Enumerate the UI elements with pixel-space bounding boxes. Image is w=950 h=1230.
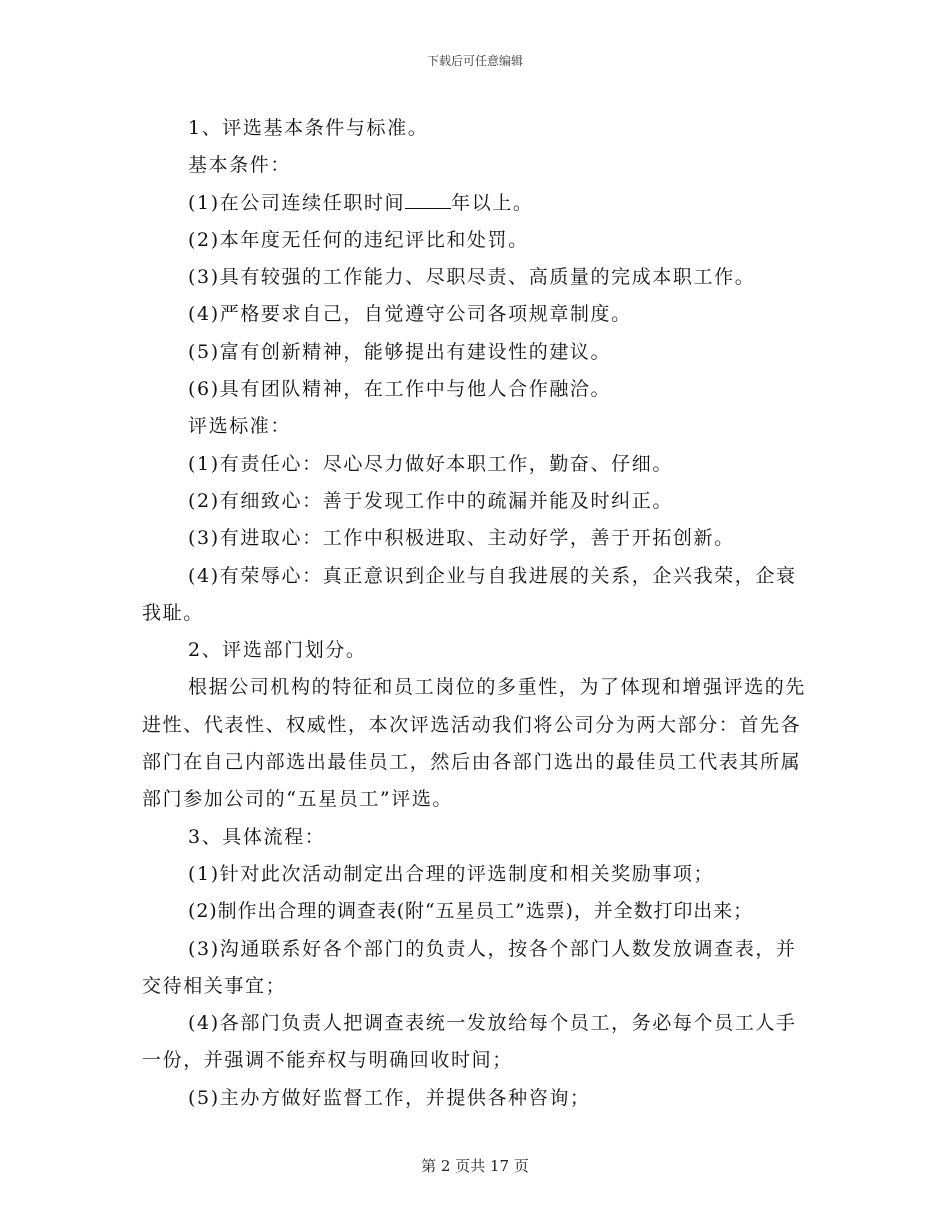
criterion-4: (4)有荣辱心：真正意识到企业与自我进展的关系，企兴我荣，企衰我耻。 [142, 564, 797, 624]
section-3-title: 3、具体流程： [188, 825, 326, 848]
step-5: (5)主办方做好监督工作，并提供各种咨询； [188, 1086, 591, 1109]
condition-2: (2)本年度无任何的违纪评比和处罚。 [188, 228, 529, 251]
condition-6: (6)具有团队精神，在工作中与他人合作融洽。 [188, 378, 612, 401]
document-body [142, 110, 812, 1117]
section-1-title: 1、评选基本条件与标准。 [188, 117, 429, 139]
basic-conditions-label: 基本条件： [188, 154, 292, 177]
condition-1-text-after: 年以上。 [451, 191, 534, 214]
step-4: (4)各部门负责人把调查表统一发放给每个员工，务必每个员工人手一份，并强调不能弃权与明确回收时间； [142, 1012, 797, 1072]
section-2-paragraph: 根据公司机构的特征和员工岗位的多重性，为了体现和增强评选的先进性、代表性、权威性，本次评选活动我们将公司分为两大部分：首先各部门在自己内部选出最佳员工，然后由各部门选出的最佳员工代表其所属部门参加公司的“五星员工”评选。 [142, 676, 807, 811]
criteria-label: 评选标准： [188, 415, 292, 438]
page-footer: 第 2 页共 17 页 [421, 1157, 529, 1175]
condition-3: (3)具有较强的工作能力、尽职尽责、高质量的完成本职工作。 [188, 266, 756, 289]
condition-1-text-before: (1)在公司连续任职时间 [188, 191, 406, 214]
condition-4: (4)严格要求自己，自觉遵守公司各项规章制度。 [188, 303, 632, 326]
condition-5: (5)富有创新精神，能够提出有建设性的建议。 [188, 340, 612, 363]
page-header: 下载后可任意编辑 [426, 54, 523, 68]
criterion-3: (3)有进取心：工作中积极进取、主动好学，善于开拓创新。 [188, 527, 735, 550]
criterion-1: (1)有责任心：尽心尽力做好本职工作，勤奋、仔细。 [188, 452, 673, 475]
step-2: (2)制作出合理的调查表(附“五星员工”选票)，并全数打印出来； [188, 900, 753, 923]
condition-1 [142, 185, 812, 222]
criterion-2: (2)有细致心：善于发现工作中的疏漏并能及时纠正。 [188, 489, 673, 512]
step-1: (1)针对此次活动制定出合理的评选制度和相关奖励事项； [188, 862, 715, 885]
fill-in-blank [405, 188, 451, 209]
section-2-title: 2、评选部门划分。 [188, 639, 367, 662]
step-3: (3)沟通联系好各个部门的负责人，按各个部门人数发放调查表，并交待相关事宜； [142, 937, 797, 997]
